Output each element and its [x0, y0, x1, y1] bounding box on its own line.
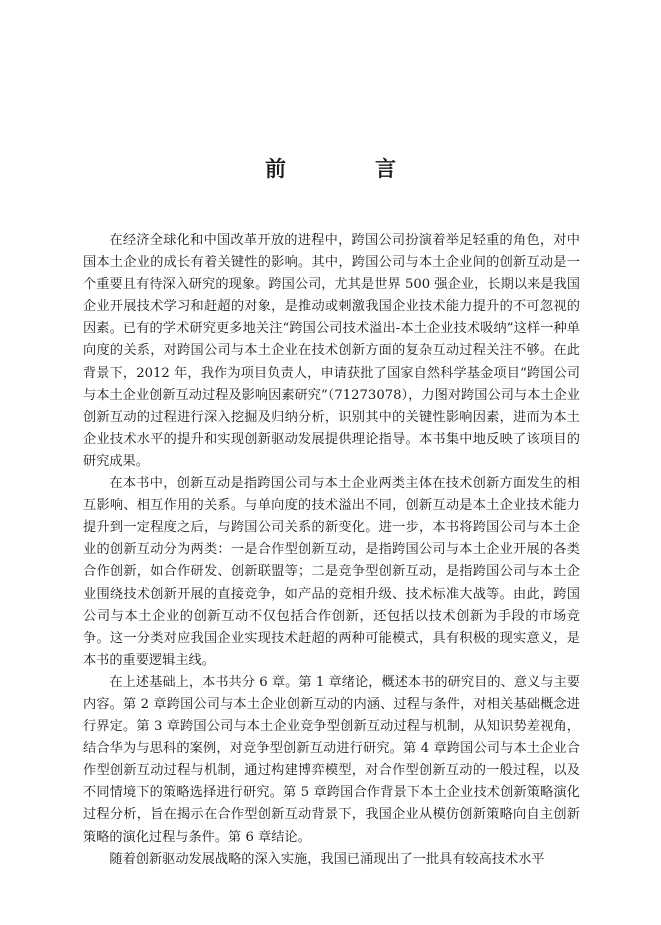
paragraph-4: 随着创新驱动发展战略的深入实施，我国已涌现出了一批具有较高技术水平 — [109, 851, 545, 867]
paragraph-1: 在经济全球化和中国改革开放的进程中，跨国公司扮演着举足轻重的角色，对中国本土企业的成长有着关键性的影响。其中，跨国公司与本土企业间的创新互动是一个重要且有待深入研究的现象。跨国公司，尤其是世界 500 强企业，长期以来是我国企业开展技术学习和赶超的对象，是推动或刺激我国企业技术能力提升的不可忽视的因素。已有的学术研究更多地关注“跨国公司技术溢出-本土企业技术吸纳”这样一种单向度的关系，对跨国公司与本土企业在技术创新方面的复杂互动过程关注不够。在此背景下，2012 年，我作为项目负责人，申请获批了国家自然科学基金项目“跨国公司与本土企业创新互动过程及影响因素研究”（71273078），力图对跨国公司与本土企业创新互动的过程进行深入挖掘及归纳分析，识别其中的关键性影响因素，进而为本土企业技术水平的提升和实现创新驱动发展提供理论指导。本书集中地反映了该项目的研究成果。 — [83, 233, 580, 469]
page-title: 前 言 — [265, 157, 430, 181]
body-text — [83, 230, 580, 871]
paragraph-2: 在本书中，创新互动是指跨国公司与本土企业两类主体在技术创新方面发生的相互影响、相互作用的关系。与单向度的技术溢出不同，创新互动是本土企业技术能力提升到一定程度之后，与跨国公司关系的新变化。进一步，本书将跨国公司与本土企业的创新互动分为两类：一是合作型创新互动，是指跨国公司与本土企业开展的各类合作创新，如合作研发、创新联盟等；二是竞争型创新互动，是指跨国公司与本土企业围绕技术创新开展的直接竞争，如产品的竞相升级、技术标准大战等。由此，跨国公司与本土企业的创新互动不仅包括合作创新，还包括以技术创新为手段的市场竞争。这一分类对应我国企业实现技术赶超的两种可能模式，具有积极的现实意义，是本书的重要逻辑主线。 — [83, 476, 580, 668]
paragraph-3: 在上述基础上，本书共分 6 章。第 1 章绪论，概述本书的研究目的、意义与主要内容。第 2 章跨国公司与本土企业创新互动的内涵、过程与条件，对相关基础概念进行界定。第 3 章跨国公司与本土企业竞争型创新互动过程与机制，从知识势差视角，结合华为与思科的案例，对竞争型创新互动进行研究。第 4 章跨国公司与本土企业合作型创新互动过程与机制，通过构建博弈模型，对合作型创新互动的一般过程，以及不同情境下的策略选择进行研究。第 5 章跨国合作背景下本土企业技术创新策略演化过程分析，旨在揭示在合作型创新互动背景下，我国企业从模仿创新策略向自主创新策略的演化过程与条件。第 6 章结论。 — [83, 674, 580, 845]
